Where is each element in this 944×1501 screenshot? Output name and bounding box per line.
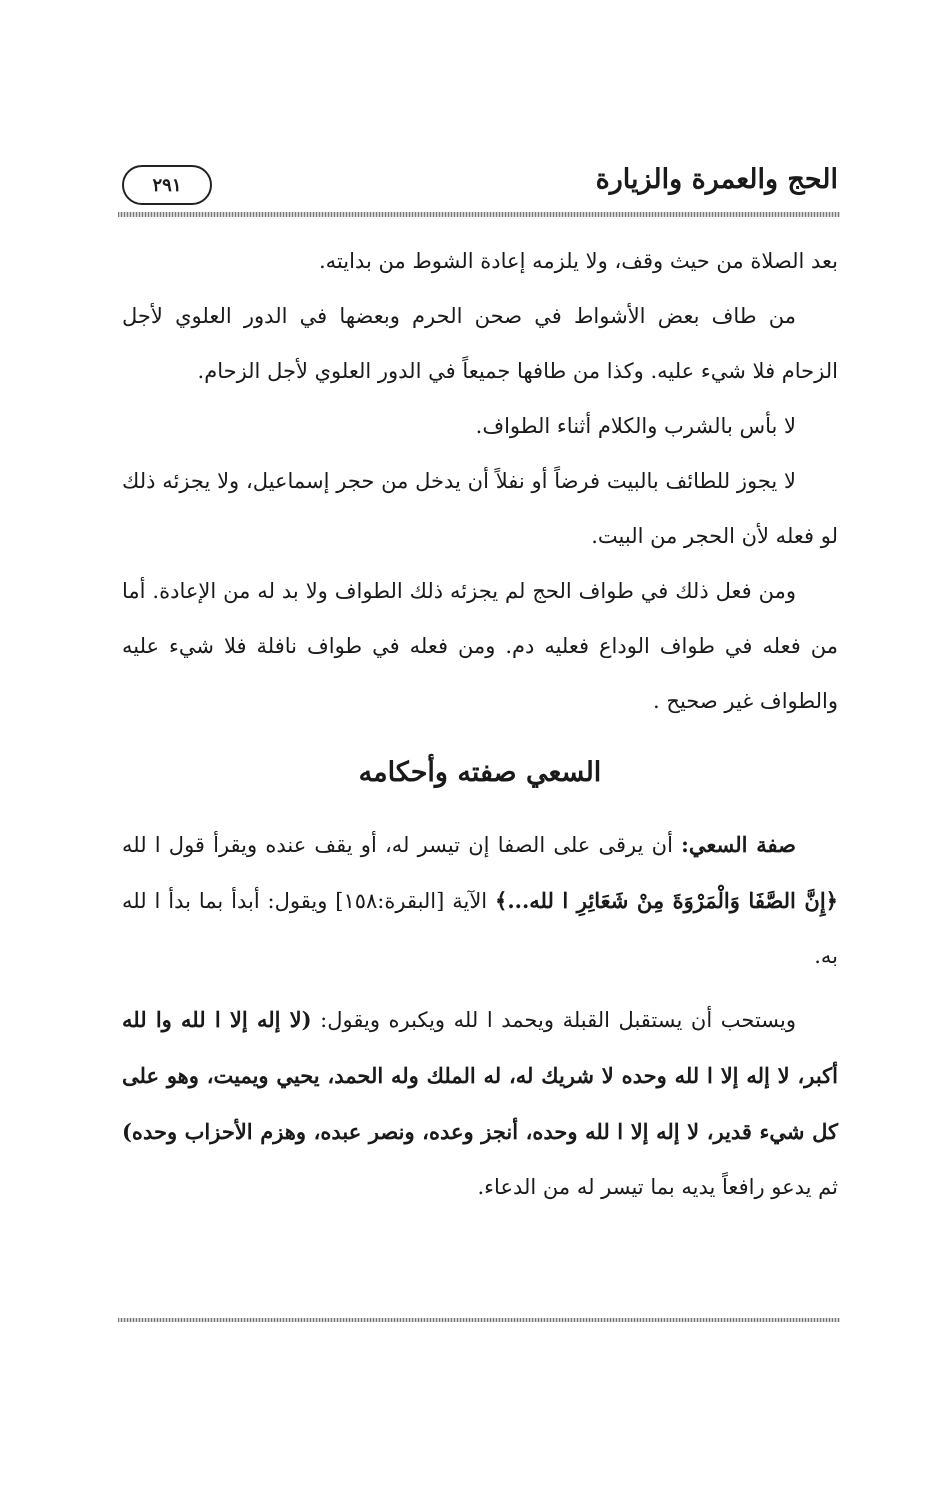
section-heading: السعي صفته وأحكامه	[358, 757, 602, 788]
paragraph: لا يجوز للطائف بالبيت فرضاً أو نفلاً أن يدخل من حجر إسماعيل، ولا يجزئه ذلك لو فعله لأن الحجر من البيت.	[122, 469, 838, 548]
term-label: صفة السعي:	[681, 832, 796, 857]
paragraph: من طاف بعض الأشواط في صحن الحرم وبعضها في الدور العلوي لأجل الزحام فلا شيء عليه. وكذا من طافها جميعاً في الدور العلوي لأجل الزحام.	[122, 304, 838, 383]
quran-verse: ﴿إِنَّ الصَّفَا وَالْمَرْوَةَ مِنْ شَعَائِرِ ا لله...﴾	[495, 888, 838, 913]
header-divider	[118, 212, 840, 217]
paragraph-text: أن يرقى على الصفا إن تيسر له، أو يقف عنده ويقرأ قول ا لله	[122, 833, 682, 857]
dhikr-text: (لا إله إلا ا لله وا لله أكبر، لا إله إلا ا لله وحده لا شريك له، له الملك وله الحمد، يحيي ويميت، وهو على كل شيء قدير، لا إله إلا ا لله وحده، أنجز وعده، ونصر عبده، وهزم الأحزاب وحده)	[122, 1007, 838, 1144]
footer-divider	[118, 1318, 840, 1322]
paragraph: بعد الصلاة من حيث وقف، ولا يلزمه إعادة الشوط من بدايته.	[318, 249, 838, 273]
page-body	[122, 234, 838, 1215]
paragraph: ومن فعل ذلك في طواف الحج لم يجزئه ذلك الطواف ولا بد له من الإعادة. أما من فعله في طواف الوداع فعليه دم. ومن فعله في طواف نافلة فلا شيء عليه والطواف غير صحيح .	[122, 579, 838, 713]
paragraph: لا بأس بالشرب والكلام أثناء الطواف.	[475, 414, 796, 438]
spacer	[122, 984, 838, 992]
paragraph	[122, 992, 838, 1215]
page-number-badge: ٢٩١	[122, 165, 212, 205]
paragraph	[122, 817, 838, 984]
running-title: الحج والعمرة والزيارة	[595, 164, 838, 195]
paragraph-text: ويستحب أن يستقبل القبلة ويحمد ا لله ويكبره ويقول:	[311, 1008, 796, 1032]
page-header	[118, 162, 838, 208]
paragraph-text: الآية [البقرة:١٥٨] ويقول: أبدأ بما بدأ ا لله به.	[122, 889, 838, 968]
paragraph-text: ثم يدعو رافعاً يديه بما تيسر له من الدعاء.	[477, 1175, 838, 1199]
